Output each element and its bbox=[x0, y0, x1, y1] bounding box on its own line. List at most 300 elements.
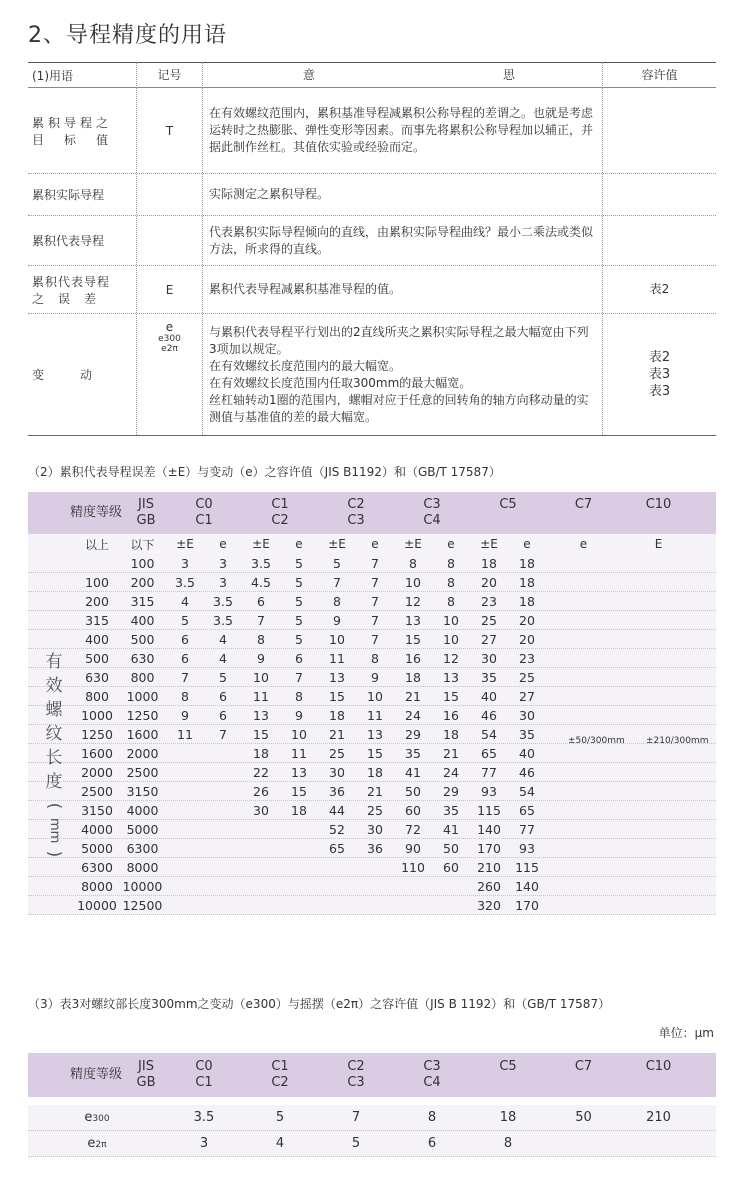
pm-e-value: 7 bbox=[257, 612, 265, 628]
length-from: 1000 bbox=[81, 707, 113, 723]
pm-e-value: 24 bbox=[405, 707, 421, 723]
pm-e-value: 18 bbox=[329, 707, 345, 723]
e-value: 13 bbox=[367, 726, 383, 742]
term-line: 之 误 差 bbox=[32, 291, 98, 306]
grade-jis: C0 bbox=[195, 1059, 213, 1074]
gb-label: GB bbox=[136, 1075, 156, 1090]
variation-rows bbox=[28, 1105, 716, 1157]
pm-e-value: 3 bbox=[181, 555, 189, 571]
pm-e-value: 16 bbox=[405, 650, 421, 666]
grade-label: 精度等级 bbox=[69, 1067, 122, 1082]
grade-cell bbox=[546, 497, 621, 529]
length-to: 3150 bbox=[126, 783, 159, 799]
e-value: 11 bbox=[291, 745, 307, 761]
grade-cell bbox=[621, 497, 696, 529]
length-to: 8000 bbox=[126, 859, 159, 875]
e-value: 77 bbox=[519, 821, 535, 837]
pm-e-value: 4 bbox=[181, 593, 189, 609]
grade-cell bbox=[621, 1059, 696, 1091]
e-value: 50 bbox=[443, 840, 459, 856]
pm-e-value: 22 bbox=[253, 764, 269, 780]
e-value: 140 bbox=[515, 878, 539, 894]
pm-e-value: 23 bbox=[481, 593, 497, 609]
tolerance-cell bbox=[602, 174, 716, 215]
table-row bbox=[28, 573, 716, 592]
grade-jis: C7 bbox=[574, 1059, 593, 1074]
pm-e-value: 11 bbox=[329, 650, 345, 666]
terminology-table bbox=[28, 62, 716, 436]
length-to: 630 bbox=[130, 650, 155, 666]
pm-e-value: 7 bbox=[333, 574, 341, 590]
pm-e-value: 11 bbox=[253, 688, 269, 704]
pm-e-value: 260 bbox=[477, 878, 501, 894]
length-to: 315 bbox=[130, 593, 155, 609]
grade-cell bbox=[394, 497, 470, 529]
pm-e-value: 30 bbox=[329, 764, 345, 780]
e-value: 7 bbox=[371, 612, 379, 628]
e-value: 5 bbox=[295, 555, 303, 571]
sub-e: e bbox=[523, 537, 531, 551]
grade-jis: C5 bbox=[499, 1059, 517, 1074]
pm-e-value: 77 bbox=[481, 764, 497, 780]
term-line: 目 标 值 bbox=[32, 132, 113, 147]
length-to: 4000 bbox=[126, 802, 159, 818]
term-row bbox=[28, 266, 716, 314]
meaning-text: 代表累积实际导程倾向的直线，由累积实际导程曲线？最小二乘法或类似方法，所求得的直线。 bbox=[209, 224, 594, 256]
term-line: 累积实际导程 bbox=[32, 188, 105, 202]
row-label bbox=[28, 1110, 166, 1125]
length-from: 630 bbox=[85, 669, 109, 685]
pm-e-value: 18 bbox=[481, 555, 497, 571]
length-from: 500 bbox=[85, 650, 109, 666]
term-cell bbox=[28, 314, 136, 435]
sub-pm-e: ±E bbox=[328, 537, 346, 551]
lead-tolerance-body bbox=[28, 554, 716, 915]
header-term: (1)用语 bbox=[32, 68, 73, 83]
row-label-base: e bbox=[87, 1136, 96, 1151]
length-from: 100 bbox=[85, 574, 109, 590]
e-value: 7 bbox=[371, 555, 379, 571]
pm-e-value: 320 bbox=[477, 897, 501, 913]
pm-e-value: 20 bbox=[481, 574, 497, 590]
e-value: 10 bbox=[367, 688, 383, 704]
e-value: 5 bbox=[295, 593, 303, 609]
length-from: 3150 bbox=[81, 802, 113, 818]
sub-to: 以下 bbox=[130, 537, 155, 552]
length-from: 800 bbox=[85, 688, 109, 704]
grade-jis: C2 bbox=[347, 497, 365, 512]
grade-gb: C2 bbox=[271, 513, 289, 528]
e-value: 18 bbox=[443, 726, 459, 742]
table-row bbox=[28, 744, 716, 763]
table-row bbox=[28, 630, 716, 649]
term-cell bbox=[28, 88, 136, 173]
grade-jis: C5 bbox=[499, 497, 517, 512]
e-value: 21 bbox=[443, 745, 459, 761]
sub-e: e bbox=[447, 537, 455, 551]
variation-value: 5 bbox=[275, 1110, 285, 1125]
length-from: 400 bbox=[85, 631, 109, 647]
e-value: 41 bbox=[443, 821, 459, 837]
grade-gb: C2 bbox=[271, 1075, 289, 1090]
e-value: 4 bbox=[219, 650, 227, 666]
e-value: 35 bbox=[519, 726, 535, 742]
e-value: 7 bbox=[371, 574, 379, 590]
symbol-line: e2π bbox=[161, 344, 178, 354]
term-row bbox=[28, 216, 716, 266]
pm-e-value: 3.5 bbox=[175, 574, 195, 590]
length-to: 12500 bbox=[122, 897, 163, 913]
table-row bbox=[28, 649, 716, 668]
e-value: 7 bbox=[219, 726, 227, 742]
e-value: 3 bbox=[219, 555, 227, 571]
pm-e-value: 9 bbox=[257, 650, 265, 666]
grade-columns bbox=[166, 1059, 696, 1091]
e-value: 10 bbox=[443, 631, 459, 647]
pm-e-value: 93 bbox=[481, 783, 497, 799]
e-value: 8 bbox=[447, 555, 455, 571]
e-value: 11 bbox=[367, 707, 383, 723]
e-value: 18 bbox=[367, 764, 383, 780]
meaning-cell bbox=[202, 266, 602, 313]
e-value: 18 bbox=[519, 555, 535, 571]
meaning-line: 在有效螺纹长度范围内的最大幅宽。 bbox=[209, 358, 402, 373]
length-label bbox=[42, 650, 66, 866]
e-value: 23 bbox=[519, 650, 535, 666]
grade-jis: C7 bbox=[574, 497, 593, 512]
pm-e-value: 21 bbox=[405, 688, 421, 704]
symbol-cell bbox=[136, 314, 202, 435]
e-value: 24 bbox=[443, 764, 459, 780]
pm-e-value: 72 bbox=[405, 821, 421, 837]
term-cell bbox=[28, 174, 136, 215]
variation-value: 4 bbox=[275, 1136, 285, 1151]
length-from: 10000 bbox=[77, 897, 117, 913]
variation-value: 6 bbox=[427, 1136, 437, 1151]
e-value: 8 bbox=[295, 688, 303, 704]
term-line: 累积代表导程 bbox=[32, 234, 105, 248]
pm-e-value: 170 bbox=[477, 840, 501, 856]
pm-e-value: 7 bbox=[181, 669, 189, 685]
e-value: 13 bbox=[443, 669, 459, 685]
e-value: 30 bbox=[367, 821, 383, 837]
pm-e-value: 27 bbox=[481, 631, 497, 647]
grade-cell bbox=[242, 497, 318, 529]
tolerance-cell bbox=[602, 314, 716, 435]
e-value: 7 bbox=[371, 631, 379, 647]
grade-gb: C4 bbox=[423, 513, 441, 528]
e-value: 93 bbox=[519, 840, 535, 856]
table-row bbox=[28, 668, 716, 687]
pm-e-value: 65 bbox=[329, 840, 345, 856]
variation-value: 8 bbox=[427, 1110, 437, 1125]
table-row bbox=[28, 877, 716, 896]
grade-gb: C1 bbox=[195, 513, 213, 528]
pm-e-value: 60 bbox=[405, 802, 421, 818]
e-value: 18 bbox=[291, 802, 307, 818]
length-from: 2500 bbox=[81, 783, 113, 799]
variation-value: 50 bbox=[575, 1110, 592, 1125]
sub-from: 以上 bbox=[84, 537, 109, 552]
grade-gb: C1 bbox=[195, 1075, 213, 1090]
pm-e-value: 13 bbox=[405, 612, 421, 628]
e-value: 5 bbox=[219, 669, 227, 685]
e-value: 15 bbox=[443, 688, 459, 704]
jis-label: JIS bbox=[138, 497, 154, 512]
pm-e-value: 29 bbox=[405, 726, 421, 742]
pm-e-value: 110 bbox=[401, 859, 425, 875]
meaning-cell bbox=[202, 174, 602, 215]
pm-e-value: 3.5 bbox=[251, 555, 271, 571]
pm-e-value: 52 bbox=[329, 821, 345, 837]
pm-e-value: 41 bbox=[405, 764, 421, 780]
e-value: 6 bbox=[295, 650, 303, 666]
grade-cell bbox=[166, 1059, 242, 1091]
sub-header bbox=[28, 534, 716, 554]
table-row bbox=[28, 1105, 716, 1131]
length-to: 10000 bbox=[122, 878, 163, 894]
sub-e: e bbox=[295, 537, 303, 551]
row-label-sub: 300 bbox=[92, 1114, 110, 1124]
pm-e-value: 8 bbox=[333, 593, 341, 609]
e-value: 10 bbox=[291, 726, 307, 742]
tolerance-line: 表3 bbox=[648, 367, 671, 382]
pm-e-value: 8 bbox=[257, 631, 265, 647]
e-value: 4 bbox=[219, 631, 227, 647]
tolerance-cell bbox=[602, 216, 716, 265]
tolerance-cell: 表2 bbox=[602, 266, 716, 313]
pm-e-value: 11 bbox=[177, 726, 193, 742]
pm-e-value: 8 bbox=[409, 555, 417, 571]
sub-c10: E bbox=[654, 537, 663, 551]
pm-e-value: 54 bbox=[481, 726, 497, 742]
table-row bbox=[28, 820, 716, 839]
e-value: 9 bbox=[371, 669, 379, 685]
page-title: 2、导程精度的用语 bbox=[28, 23, 227, 48]
length-label-char: 长 bbox=[45, 748, 63, 768]
tolerance-cell bbox=[602, 88, 716, 173]
grade-jis: C10 bbox=[645, 497, 672, 512]
pm-e-value: 30 bbox=[253, 802, 269, 818]
pm-e-value: 5 bbox=[181, 612, 189, 628]
pm-e-value: 13 bbox=[253, 707, 269, 723]
header-meaning bbox=[202, 62, 602, 88]
pm-e-value: 6 bbox=[257, 593, 265, 609]
table-row bbox=[28, 858, 716, 877]
length-from: 8000 bbox=[81, 878, 113, 894]
e-value: 35 bbox=[443, 802, 459, 818]
length-to: 500 bbox=[130, 631, 155, 647]
e-value: 16 bbox=[443, 707, 459, 723]
meaning-cell bbox=[202, 216, 602, 265]
meaning-text: 实际测定之累积导程。 bbox=[209, 187, 330, 201]
sub-pm-e: ±E bbox=[480, 537, 498, 551]
header-meaning-a: 意 bbox=[303, 68, 316, 82]
pm-e-value: 140 bbox=[477, 821, 501, 837]
pm-e-value: 6 bbox=[181, 650, 189, 666]
length-from: 6300 bbox=[81, 859, 113, 875]
pm-e-value: 15 bbox=[405, 631, 421, 647]
pm-e-value: 9 bbox=[181, 707, 189, 723]
length-label-char: ( bbox=[44, 802, 64, 810]
pm-e-value: 15 bbox=[253, 726, 269, 742]
grade-label: 精度等级 bbox=[69, 505, 122, 520]
e-value: 170 bbox=[515, 897, 539, 913]
length-from: 2000 bbox=[81, 764, 113, 780]
e-value: 20 bbox=[519, 612, 535, 628]
jis-label: JIS bbox=[138, 1059, 154, 1074]
grade-cell bbox=[470, 497, 546, 529]
e-value: 7 bbox=[295, 669, 303, 685]
header-symbol: 记号 bbox=[136, 62, 202, 88]
e-value: 8 bbox=[371, 650, 379, 666]
pm-e-value: 35 bbox=[481, 669, 497, 685]
sub-pm-e: ±E bbox=[404, 537, 422, 551]
pm-e-value: 30 bbox=[481, 650, 497, 666]
symbol-line: e300 bbox=[158, 334, 181, 344]
row-label-sub: 2π bbox=[95, 1140, 107, 1150]
pm-e-value: 5 bbox=[333, 555, 341, 571]
c7-tolerance: ±50/300mm bbox=[568, 736, 625, 746]
length-label-char: 纹 bbox=[45, 724, 63, 744]
variation-value: 3.5 bbox=[193, 1110, 215, 1125]
e-value: 6 bbox=[219, 707, 227, 723]
header-meaning-b: 思 bbox=[503, 68, 516, 82]
grade-cell bbox=[318, 1059, 394, 1091]
e-value: 18 bbox=[519, 574, 535, 590]
table-row bbox=[28, 592, 716, 611]
table-row bbox=[28, 896, 716, 915]
pm-e-value: 10 bbox=[253, 669, 269, 685]
term-cell bbox=[28, 266, 136, 313]
meaning-line: 与累积代表导程平行划出的2直线所夹之累积实际导程之最大幅宽由下列3项加以规定。 bbox=[209, 324, 589, 356]
term-cell bbox=[28, 216, 136, 265]
length-to: 2000 bbox=[126, 745, 159, 761]
pm-e-value: 10 bbox=[405, 574, 421, 590]
grade-cell bbox=[166, 497, 242, 529]
sub-columns bbox=[166, 537, 546, 551]
term-row bbox=[28, 88, 716, 174]
grade-columns bbox=[166, 497, 696, 529]
variation-value: 210 bbox=[646, 1110, 671, 1125]
e-value: 21 bbox=[367, 783, 383, 799]
grade-jis: C2 bbox=[347, 1059, 365, 1074]
term-line: 累积导程之 bbox=[32, 115, 113, 130]
pm-e-value: 21 bbox=[329, 726, 345, 742]
e-value: 5 bbox=[295, 574, 303, 590]
gb-label: GB bbox=[136, 513, 156, 528]
length-label-char: mm bbox=[47, 818, 62, 844]
pm-e-value: 6 bbox=[181, 631, 189, 647]
row-label bbox=[28, 1136, 166, 1151]
e-value: 8 bbox=[447, 574, 455, 590]
length-to: 400 bbox=[130, 612, 155, 628]
pm-e-value: 12 bbox=[405, 593, 421, 609]
grade-cell bbox=[394, 1059, 470, 1091]
pm-e-value: 46 bbox=[481, 707, 497, 723]
e-value: 3 bbox=[219, 574, 227, 590]
term-line: 累积代表导程 bbox=[32, 274, 111, 289]
pm-e-value: 18 bbox=[253, 745, 269, 761]
e-value: 15 bbox=[291, 783, 307, 799]
grade-gb: C3 bbox=[347, 513, 365, 528]
symbol-line: e bbox=[165, 320, 174, 334]
header-tolerance: 容许值 bbox=[602, 62, 716, 88]
table-row bbox=[28, 611, 716, 630]
tolerance-line: 表3 bbox=[648, 384, 671, 399]
meaning-line: 丝杠轴转动1圈的范围内，螺帽对应于任意的回转角的轴方向移动量的实测值与基准值的差的最大幅宽。 bbox=[209, 392, 589, 424]
e-value: 115 bbox=[515, 859, 539, 875]
length-from: 1250 bbox=[81, 726, 113, 742]
symbol-cell bbox=[136, 216, 202, 265]
c10-tolerance: ±210/300mm bbox=[646, 736, 709, 746]
e-value: 3.5 bbox=[213, 593, 233, 609]
length-to: 2500 bbox=[126, 764, 159, 780]
sub-e: e bbox=[371, 537, 379, 551]
e-value: 20 bbox=[519, 631, 535, 647]
table-row bbox=[28, 554, 716, 573]
pm-e-value: 18 bbox=[405, 669, 421, 685]
row-label-base: e bbox=[84, 1110, 93, 1125]
sub-pm-e: ±E bbox=[252, 537, 270, 551]
grade-jis: C1 bbox=[271, 497, 289, 512]
pm-e-value: 25 bbox=[329, 745, 345, 761]
length-label-char: 度 bbox=[45, 772, 63, 792]
pm-e-value: 15 bbox=[329, 688, 345, 704]
e-value: 7 bbox=[371, 593, 379, 609]
symbol-cell bbox=[136, 174, 202, 215]
e-value: 5 bbox=[295, 631, 303, 647]
e-value: 3.5 bbox=[213, 612, 233, 628]
pm-e-value: 44 bbox=[329, 802, 345, 818]
e-value: 65 bbox=[519, 802, 535, 818]
meaning-line: 在有效螺纹长度范围内任取300mm的最大幅宽。 bbox=[209, 375, 472, 390]
sub-pm-e: ±E bbox=[176, 537, 194, 551]
variation-value: 8 bbox=[503, 1136, 513, 1151]
e-value: 9 bbox=[295, 707, 303, 723]
pm-e-value: 36 bbox=[329, 783, 345, 799]
variation-table bbox=[28, 1053, 716, 1157]
meaning-cell bbox=[202, 314, 602, 435]
length-to: 5000 bbox=[126, 821, 159, 837]
table-row bbox=[28, 706, 716, 725]
length-label-char: 螺 bbox=[45, 700, 63, 720]
e-value: 8 bbox=[447, 593, 455, 609]
table-row bbox=[28, 763, 716, 782]
grade-jis: C3 bbox=[423, 497, 441, 512]
pm-e-value: 13 bbox=[329, 669, 345, 685]
standard-label bbox=[126, 1059, 166, 1091]
table-row bbox=[28, 839, 716, 858]
length-label-char: ) bbox=[44, 850, 64, 858]
length-label-char: 效 bbox=[45, 676, 63, 696]
e-value: 25 bbox=[367, 802, 383, 818]
e-value: 25 bbox=[519, 669, 535, 685]
grade-gb: C3 bbox=[347, 1075, 365, 1090]
grade-cell bbox=[546, 1059, 621, 1091]
symbol-cell: T bbox=[136, 88, 202, 173]
grade-cell bbox=[242, 1059, 318, 1091]
pm-e-value: 50 bbox=[405, 783, 421, 799]
pm-e-value: 40 bbox=[481, 688, 497, 704]
term-row bbox=[28, 174, 716, 216]
sub-e: e bbox=[219, 537, 227, 551]
grade-header bbox=[28, 492, 716, 534]
e-value: 46 bbox=[519, 764, 535, 780]
grade-jis: C1 bbox=[271, 1059, 289, 1074]
e-value: 10 bbox=[443, 612, 459, 628]
length-from: 200 bbox=[85, 593, 109, 609]
